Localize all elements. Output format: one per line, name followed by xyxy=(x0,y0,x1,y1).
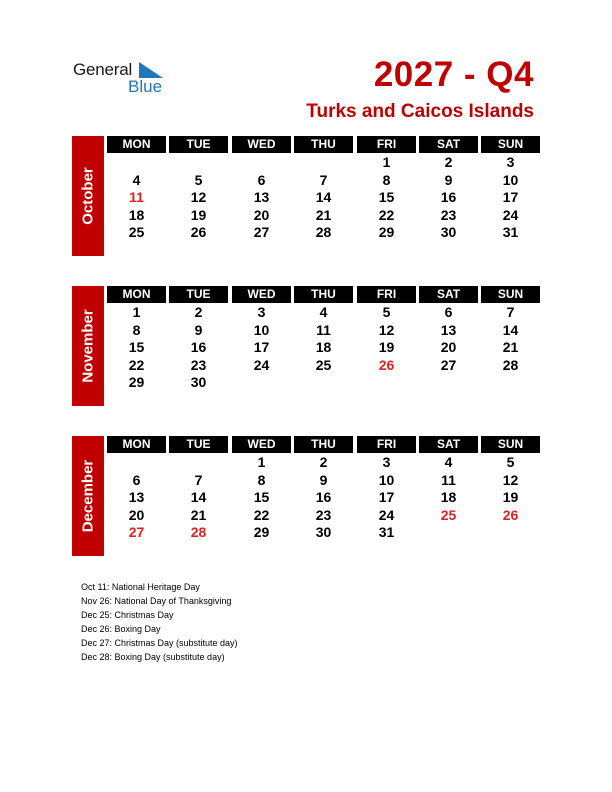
month-name: November xyxy=(79,309,97,383)
date-cell: 26 xyxy=(190,224,207,240)
date-cell: 19 xyxy=(502,489,519,505)
weekday-thu: THU xyxy=(294,436,353,453)
date-cell: 8 xyxy=(257,471,266,488)
date-cell: 11 xyxy=(441,471,456,488)
date-cell: 23 xyxy=(440,206,457,223)
date-cell: 28 xyxy=(315,224,332,240)
date-cell: 12 xyxy=(378,321,395,338)
date-cell: 30 xyxy=(440,224,457,240)
weekday-sat: SAT xyxy=(419,286,478,303)
holiday-note: Dec 28: Boxing Day (substitute day) xyxy=(81,652,225,662)
date-cell: 5 xyxy=(194,171,203,188)
weekday-wed: WED xyxy=(232,136,291,153)
date-cell: 30 xyxy=(190,374,207,390)
date-cell: 6 xyxy=(257,171,266,188)
weekday-header xyxy=(107,136,540,153)
date-cell: 7 xyxy=(319,171,328,188)
date-cell: 9 xyxy=(194,321,203,338)
weekday-fri: FRI xyxy=(357,436,416,453)
date-cell: 4 xyxy=(319,304,328,320)
date-cell: 16 xyxy=(315,489,332,505)
weekday-fri: FRI xyxy=(357,136,416,153)
date-cell: 28 xyxy=(502,356,519,373)
date-cell: 29 xyxy=(128,374,145,390)
date-cell: 2 xyxy=(444,154,453,170)
date-cell: 20 xyxy=(440,339,457,355)
date-cell: 19 xyxy=(378,339,395,355)
date-cell: 9 xyxy=(444,171,453,188)
holiday-date-cell: 26 xyxy=(502,506,519,523)
weekday-sun: SUN xyxy=(481,136,540,153)
date-cell: 8 xyxy=(132,321,141,338)
date-cell: 2 xyxy=(194,304,203,320)
holiday-note: Dec 25: Christmas Day xyxy=(81,610,174,620)
date-cell: 3 xyxy=(506,154,515,170)
date-cell: 13 xyxy=(128,489,145,505)
date-cell: 4 xyxy=(132,171,141,188)
weekday-tue: TUE xyxy=(169,286,228,303)
weekday-mon: MON xyxy=(107,436,166,453)
weekday-header xyxy=(107,436,540,453)
holiday-note: Nov 26: National Day of Thanksgiving xyxy=(81,596,232,606)
date-cell: 17 xyxy=(502,189,519,205)
holiday-date-cell: 26 xyxy=(378,356,395,373)
month-label-bar xyxy=(72,286,104,406)
date-cell: 17 xyxy=(378,489,395,505)
generalblue-logo xyxy=(73,60,173,96)
date-cell: 23 xyxy=(190,356,207,373)
weekday-sat: SAT xyxy=(419,436,478,453)
weekday-tue: TUE xyxy=(169,436,228,453)
date-cell: 10 xyxy=(378,471,395,488)
date-cell: 22 xyxy=(128,356,145,373)
weekday-fri: FRI xyxy=(357,286,416,303)
date-cell: 22 xyxy=(378,206,395,223)
date-cell: 18 xyxy=(315,339,332,355)
date-cell: 25 xyxy=(128,224,145,240)
weekday-sat: SAT xyxy=(419,136,478,153)
holiday-notes xyxy=(81,580,238,664)
date-cell: 14 xyxy=(502,321,519,338)
date-cell: 13 xyxy=(440,321,457,338)
month-name: December xyxy=(79,459,97,533)
date-cell: 2 xyxy=(319,454,328,470)
date-cell: 3 xyxy=(257,304,266,320)
date-cell: 8 xyxy=(382,171,391,188)
date-cell: 13 xyxy=(253,189,270,205)
holiday-date-cell: 27 xyxy=(128,524,145,540)
weekday-sun: SUN xyxy=(481,286,540,303)
date-cell: 24 xyxy=(253,356,270,373)
date-cell: 6 xyxy=(444,304,453,320)
date-cell: 22 xyxy=(253,506,270,523)
date-cell: 7 xyxy=(506,304,515,320)
date-cell: 21 xyxy=(502,339,519,355)
date-cell: 29 xyxy=(378,224,395,240)
holiday-note: Dec 26: Boxing Day xyxy=(81,624,161,634)
date-cell: 1 xyxy=(382,154,391,170)
holiday-date-cell: 11 xyxy=(129,189,144,205)
date-cell: 31 xyxy=(378,524,395,540)
date-cell: 21 xyxy=(190,506,207,523)
holiday-date-cell: 28 xyxy=(190,524,207,540)
date-cell: 10 xyxy=(502,171,519,188)
date-cell: 5 xyxy=(382,304,391,320)
date-cell: 29 xyxy=(253,524,270,540)
date-cell: 11 xyxy=(316,321,331,338)
date-cell: 18 xyxy=(440,489,457,505)
date-cell: 18 xyxy=(128,206,145,223)
weekday-wed: WED xyxy=(232,436,291,453)
weekday-thu: THU xyxy=(294,286,353,303)
date-cell: 27 xyxy=(253,224,270,240)
weekday-thu: THU xyxy=(294,136,353,153)
weekday-mon: MON xyxy=(107,136,166,153)
date-cell: 15 xyxy=(253,489,270,505)
date-cell: 14 xyxy=(315,189,332,205)
date-cell: 9 xyxy=(319,471,328,488)
date-cell: 30 xyxy=(315,524,332,540)
date-cell: 23 xyxy=(315,506,332,523)
logo-text-general: General xyxy=(73,60,133,79)
date-cell: 17 xyxy=(253,339,270,355)
weekday-mon: MON xyxy=(107,286,166,303)
logo-text-blue: Blue xyxy=(128,77,163,96)
date-cell: 20 xyxy=(128,506,145,523)
date-cell: 31 xyxy=(502,224,519,240)
date-cell: 15 xyxy=(128,339,145,355)
weekday-header xyxy=(107,286,540,303)
logo-triangle-icon xyxy=(139,62,163,78)
date-cell: 19 xyxy=(190,206,207,223)
date-cell: 5 xyxy=(506,454,515,470)
date-cell: 12 xyxy=(502,471,519,488)
date-cell: 3 xyxy=(382,454,391,470)
weekday-sun: SUN xyxy=(481,436,540,453)
date-cell: 12 xyxy=(190,189,207,205)
holiday-note: Oct 11: National Heritage Day xyxy=(81,582,200,592)
date-cell: 16 xyxy=(190,339,207,355)
month-name: October xyxy=(79,167,97,225)
date-cell: 27 xyxy=(440,356,457,373)
date-cell: 21 xyxy=(315,206,332,223)
date-cell: 7 xyxy=(194,471,203,488)
date-cell: 20 xyxy=(253,206,270,223)
holiday-date-cell: 25 xyxy=(440,506,457,523)
weekday-tue: TUE xyxy=(169,136,228,153)
weekday-wed: WED xyxy=(232,286,291,303)
date-cell: 25 xyxy=(315,356,332,373)
date-cell: 15 xyxy=(378,189,395,205)
month-label-bar xyxy=(72,436,104,556)
page-subtitle: Turks and Caicos Islands xyxy=(306,101,534,122)
date-cell: 24 xyxy=(502,206,519,223)
date-cell: 4 xyxy=(444,454,453,470)
date-cell: 24 xyxy=(378,506,395,523)
date-cell: 16 xyxy=(440,189,457,205)
date-cell: 14 xyxy=(190,489,207,505)
page-title: 2027 - Q4 xyxy=(373,55,534,94)
holiday-note: Dec 27: Christmas Day (substitute day) xyxy=(81,638,238,648)
month-label-bar xyxy=(72,136,104,256)
date-cell: 1 xyxy=(132,304,141,320)
date-cell: 1 xyxy=(257,454,266,470)
date-cell: 10 xyxy=(253,321,270,338)
date-cell: 6 xyxy=(132,471,141,488)
